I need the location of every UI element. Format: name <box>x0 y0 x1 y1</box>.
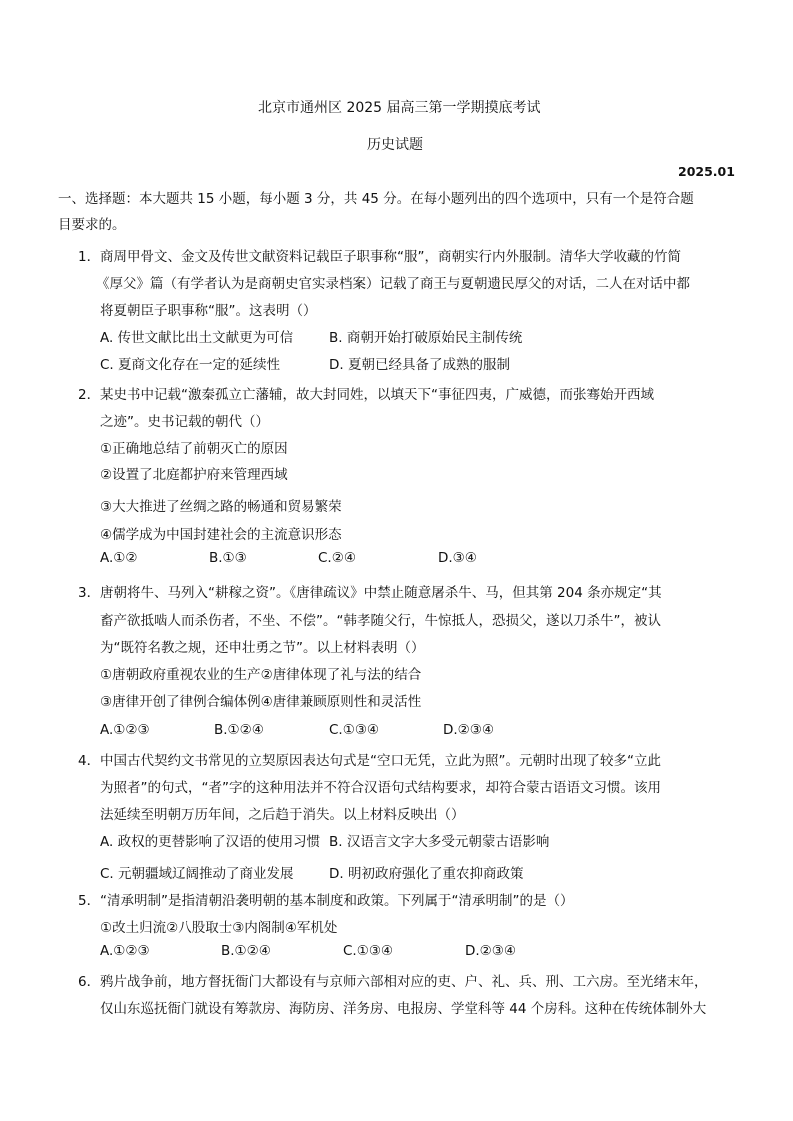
statement-item: ③唐律开创了律例合编体例④唐律兼顾原则性和灵活性 <box>100 694 422 710</box>
statement-item: ①正确地总结了前朝灭亡的原因 <box>100 441 288 457</box>
option-c: C.②④ <box>318 550 356 566</box>
question-number: 6． <box>78 974 101 990</box>
statement-item: ④儒学成为中国封建社会的主流意识形态 <box>100 527 342 543</box>
option-b: B.①②④ <box>221 943 271 959</box>
question-stem-line: 商周甲骨文、金文及传世文献资料记载臣子职事称“服”，商朝实行内外服制。清华大学收藏的竹简 <box>100 249 681 265</box>
option-c: C.①③④ <box>329 722 380 738</box>
question-stem-line: 《厚父》篇（有学者认为是商朝史官实录档案）记载了商王与夏朝遗民厚父的对话，二人在对话中都 <box>96 276 690 292</box>
option-a: A.①② <box>100 550 138 566</box>
option-a: A.①②③ <box>100 943 150 959</box>
statement-item: ①改土归流②八股取士③内阁制④军机处 <box>100 920 338 936</box>
question-stem-line: 中国古代契约文书常见的立契原因表达句式是“空口无凭，立此为照”。元朝时出现了较多“立此 <box>100 753 661 769</box>
question-number: 3． <box>78 585 101 601</box>
option-b: B. 汉语言文字大多受元朝蒙古语影响 <box>329 834 550 850</box>
question-stem-line: 畜产欲抵啮人而杀伤者，不坐、不偿”。“韩孝随父行，牛惊抵人，恐损父，遂以刀杀牛”，被认 <box>100 613 661 629</box>
exam-title: 北京市通州区 2025 届高三第一学期摸底考试 <box>258 100 541 116</box>
question-stem-line: 唐朝将牛、马列入“耕稼之资”。《唐律疏议》中禁止随意屠杀牛、马，但其第 204 条亦规定“其 <box>100 585 662 601</box>
option-a: A.①②③ <box>100 722 150 738</box>
question-number: 5． <box>78 893 101 909</box>
section-instruction-line-2: 目要求的。 <box>58 217 126 233</box>
option-c: C. 元朝疆域辽阔推动了商业发展 <box>100 866 294 882</box>
statement-item: ③大大推进了丝绸之路的畅通和贸易繁荣 <box>100 499 342 515</box>
option-a: A. 传世文献比出土文献更为可信 <box>100 330 294 346</box>
statement-item: ①唐朝政府重视农业的生产②唐律体现了礼与法的结合 <box>100 667 422 683</box>
option-d: D. 明初政府强化了重农抑商政策 <box>329 866 524 882</box>
option-d: D.③④ <box>438 550 477 566</box>
question-stem-line: “清承明制”是指清朝沿袭明朝的基本制度和政策。下列属于“清承明制”的是（） <box>100 893 574 909</box>
question-stem-line: 将夏朝臣子职事称“服”。这表明（） <box>100 303 317 319</box>
question-number: 2． <box>78 387 101 403</box>
question-stem-line: 法延续至明朝万历年间，之后趋于消失。以上材料反映出（） <box>100 807 465 823</box>
option-d: D.②③④ <box>465 943 516 959</box>
question-stem-line: 为照者”的句式，“者”字的这种用法并不符合汉语句式结构要求，却符合蒙古语语文习惯。该用 <box>100 780 661 796</box>
option-a: A. 政权的更替影响了汉语的使用习惯 <box>100 834 321 850</box>
section-instruction-line-1: 一、选择题：本大题共 15 小题，每小题 3 分，共 45 分。在每小题列出的四个选项中，只有一个是符合题 <box>58 191 694 207</box>
option-b: B.①③ <box>209 550 247 566</box>
option-c: C. 夏商文化存在一定的延续性 <box>100 357 281 373</box>
exam-date: 2025.01 <box>678 164 735 179</box>
question-number: 4． <box>78 753 101 769</box>
option-b: B. 商朝开始打破原始民主制传统 <box>329 330 523 346</box>
question-stem-line: 仅山东巡抚衙门就设有筹款房、海防房、洋务房、电报房、学堂科等 44 个房科。这种在传统体制外大 <box>100 1001 707 1017</box>
question-stem-line: 之迹”。史书记载的朝代（） <box>100 414 269 430</box>
question-stem-line: 鸦片战争前，地方督抚衙门大都设有与京师六部相对应的吏、户、礼、兵、刑、工六房。至光绪末年， <box>100 974 708 990</box>
question-stem-line: 为“既符名教之规，还申壮勇之节”。以上材料表明（） <box>100 640 425 656</box>
option-d: D.②③④ <box>443 722 494 738</box>
statement-item: ②设置了北庭都护府来管理西域 <box>100 467 288 483</box>
option-b: B.①②④ <box>214 722 264 738</box>
exam-subject: 历史试题 <box>367 137 423 153</box>
option-d: D. 夏朝已经具备了成熟的服制 <box>329 357 510 373</box>
option-c: C.①③④ <box>343 943 394 959</box>
question-stem-line: 某史书中记载“激秦孤立亡藩辅，故大封同姓，以填天下“事征四夷，广威德，而张骞始开西域 <box>100 387 654 403</box>
question-number: 1． <box>78 249 101 265</box>
